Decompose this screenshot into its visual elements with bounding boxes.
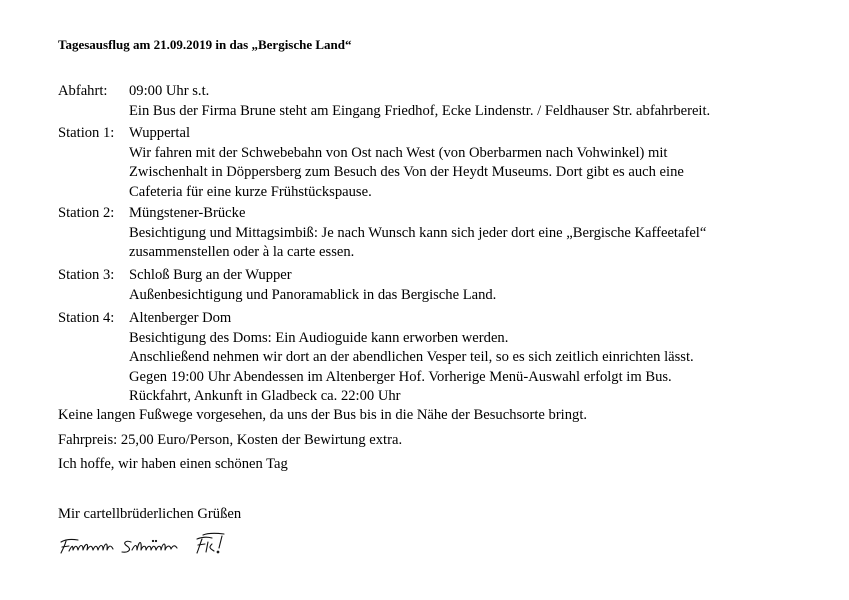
entry-line: Müngstener-Brücke xyxy=(129,205,246,221)
entry-line: Rückfahrt, Ankunft in Gladbeck ca. 22:00 Uhr xyxy=(129,388,401,405)
entry-line: 09:00 Uhr s.t. xyxy=(129,83,210,99)
entry-line: Gegen 19:00 Uhr Abendessen im Altenberger Hof. Vorherige Menü-Auswahl erfolgt im Bus. xyxy=(129,368,672,385)
entry-lines xyxy=(129,266,496,305)
note-hope: Ich hoffe, wir haben einen schönen Tag xyxy=(58,456,288,472)
entry-lines xyxy=(129,82,710,121)
entry-label: Station 3: xyxy=(58,267,115,283)
entry-line: Schloß Burg an der Wupper xyxy=(129,267,292,283)
entry-label: Station 4: xyxy=(58,310,115,326)
closing-greeting: Mir cartellbrüderlichen Grüßen xyxy=(58,506,242,522)
entry-line: Außenbesichtigung und Panoramablick in das Bergische Land. xyxy=(129,286,497,303)
entry-lines xyxy=(129,204,706,263)
note-fare: Fahrpreis: 25,00 Euro/Person, Kosten der Bewirtung extra. xyxy=(58,432,403,448)
entry-line: Zwischenhalt in Döppersberg zum Besuch des Von der Heydt Museums. Dort gibt es auch eine xyxy=(129,164,684,181)
entry-line: Wuppertal xyxy=(129,125,191,141)
entry-label: Station 1: xyxy=(58,125,115,141)
entry-lines xyxy=(129,124,684,202)
entry-line: Besichtigung und Mittagsimbiß: Je nach Wunsch kann sich jeder dort eine „Bergische Kaffeetafel“ xyxy=(129,224,707,241)
note-walking: Keine langen Fußwege vorgesehen, da uns der Bus bis in die Nähe der Besuchsorte bringt. xyxy=(58,407,588,423)
entry-label: Station 2: xyxy=(58,205,115,221)
entry-line: zusammenstellen oder à la carte essen. xyxy=(129,244,355,261)
entry-line: Cafeteria für eine kurze Frühstückspause. xyxy=(129,183,372,200)
entry-line: Anschließend nehmen wir dort an der abendlichen Vesper teil, so es sich zeitlich einrichten lässt. xyxy=(129,349,694,366)
entry-line: Besichtigung des Doms: Ein Audioguide kann erworben werden. xyxy=(129,329,509,346)
signature-image xyxy=(56,530,256,560)
entry-line: Wir fahren mit der Schwebebahn von Ost nach West (von Oberbarmen nach Vohwinkel) mit xyxy=(129,144,668,161)
handwritten-signature xyxy=(56,530,256,560)
document-title: Tagesausflug am 21.09.2019 in das „Bergische Land“ xyxy=(58,37,352,52)
entry-line: Ein Bus der Firma Brune steht am Eingang Friedhof, Ecke Lindenstr. / Feldhauser Str. abfahrbereit. xyxy=(129,102,711,119)
entry-label: Abfahrt: xyxy=(58,83,108,99)
entry-lines xyxy=(129,309,694,407)
entry-line: Altenberger Dom xyxy=(129,310,232,326)
